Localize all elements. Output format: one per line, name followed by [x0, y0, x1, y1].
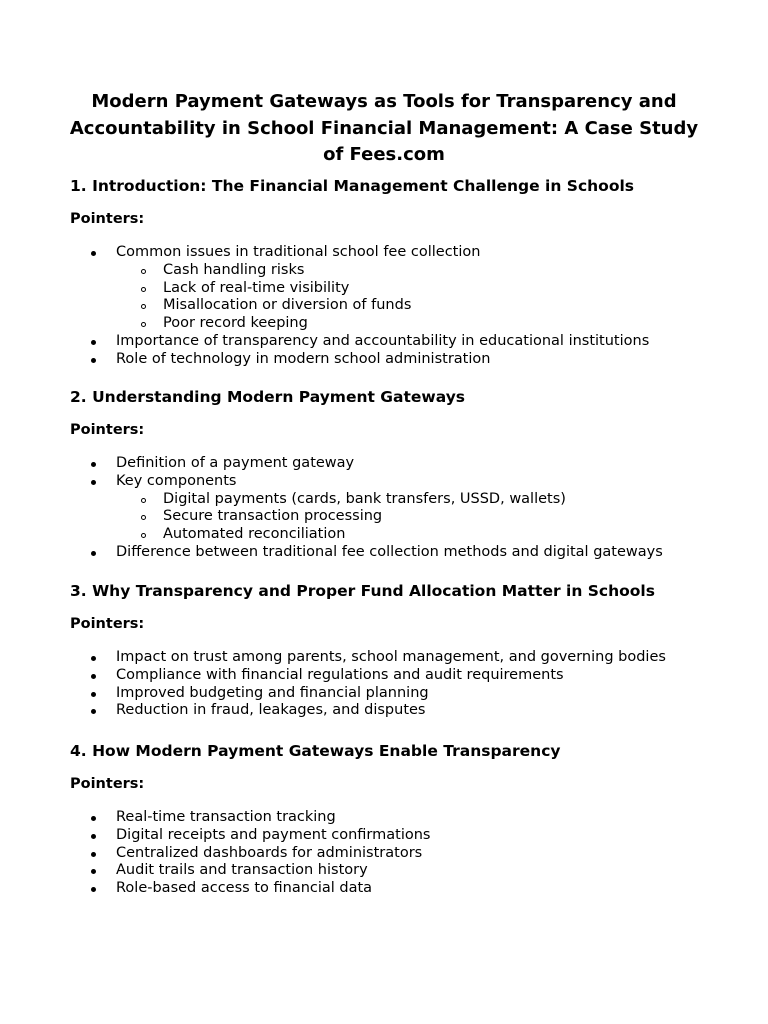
- hollow-bullet-icon: [141, 515, 146, 520]
- list-item-text: Improved budgeting and financial planning: [116, 684, 429, 701]
- bullet-icon: [91, 834, 96, 839]
- list-item-text: Digital receipts and payment confirmations: [116, 826, 431, 843]
- list-item: [70, 862, 750, 880]
- bullet-icon: [91, 887, 96, 892]
- list-item: [70, 473, 750, 544]
- list-item-text: Audit trails and transaction history: [116, 862, 368, 879]
- list-item: [70, 244, 750, 333]
- list-item: [70, 827, 750, 845]
- sub-list-item-text: Cash handling risks: [163, 261, 305, 278]
- bullet-list: [70, 455, 750, 562]
- list-item: [70, 667, 750, 685]
- sub-list-item-text: Misallocation or diversion of funds: [163, 297, 412, 314]
- hollow-bullet-icon: [141, 498, 146, 503]
- sub-list-item: [116, 526, 750, 544]
- hollow-bullet-icon: [141, 287, 146, 292]
- hollow-bullet-icon: [141, 533, 146, 538]
- sub-list-item-text: Digital payments (cards, bank transfers, USSD, wallets): [163, 490, 566, 507]
- list-item-text: Difference between traditional fee collection methods and digital gateways: [116, 543, 663, 560]
- sub-list-item: [116, 280, 750, 298]
- section-heading: 1. Introduction: The Financial Management Challenge in Schools: [70, 177, 635, 195]
- sub-bullet-list: [116, 262, 750, 333]
- section-transparency-importance: [70, 581, 750, 720]
- list-item: [70, 880, 750, 898]
- hollow-bullet-icon: [141, 304, 146, 309]
- bullet-icon: [91, 358, 96, 363]
- hollow-bullet-icon: [141, 269, 146, 274]
- bullet-list: [70, 809, 750, 898]
- list-item-text: Key components: [116, 472, 237, 489]
- list-item: [70, 685, 750, 703]
- sub-list-item: [116, 508, 750, 526]
- section-heading: 3. Why Transparency and Proper Fund Allocation Matter in Schools: [70, 582, 655, 600]
- pointers-label: Pointers:: [70, 616, 145, 632]
- bullet-icon: [91, 869, 96, 874]
- sub-list-item: [116, 297, 750, 315]
- bullet-icon: [91, 852, 96, 857]
- bullet-icon: [91, 462, 96, 467]
- list-item: [70, 455, 750, 473]
- list-item: [70, 702, 750, 720]
- sub-list-item: [116, 491, 750, 509]
- sub-bullet-list: [116, 491, 750, 544]
- pointers-label: Pointers:: [70, 211, 145, 227]
- list-item-text: Role-based access to financial data: [116, 880, 373, 897]
- bullet-icon: [91, 551, 96, 556]
- list-item-text: Role of technology in modern school administration: [116, 350, 491, 367]
- pointers-label: Pointers:: [70, 776, 145, 792]
- list-item-text: Definition of a payment gateway: [116, 455, 355, 471]
- list-item-text: Importance of transparency and accountability in educational institutions: [116, 332, 650, 349]
- sub-list-item-text: Automated reconciliation: [163, 526, 346, 543]
- bullet-list: [70, 649, 750, 720]
- bullet-list: [70, 244, 750, 369]
- bullet-icon: [91, 816, 96, 821]
- list-item-text: Centralized dashboards for administrators: [116, 844, 423, 861]
- section-heading: 4. How Modern Payment Gateways Enable Transparency: [70, 742, 561, 760]
- list-item: [70, 845, 750, 863]
- bullet-icon: [91, 709, 96, 714]
- list-item-text: Reduction in fraud, leakages, and disputes: [116, 702, 426, 719]
- section-introduction: [70, 176, 750, 369]
- section-enable-transparency: [70, 741, 750, 898]
- bullet-icon: [91, 340, 96, 345]
- sub-list-item: [116, 262, 750, 280]
- bullet-icon: [91, 692, 96, 697]
- sub-list-item-text: Secure transaction processing: [163, 508, 383, 525]
- sub-list-item-text: Lack of real-time visibility: [163, 279, 350, 296]
- list-item: [70, 649, 750, 667]
- list-item: [70, 351, 750, 369]
- bullet-icon: [91, 656, 96, 661]
- section-payment-gateways: [70, 387, 750, 562]
- hollow-bullet-icon: [141, 322, 146, 327]
- bullet-icon: [91, 674, 96, 679]
- sub-list-item: [116, 315, 750, 333]
- list-item-text: Impact on trust among parents, school management, and governing bodies: [116, 649, 666, 665]
- pointers-label: Pointers:: [70, 422, 145, 438]
- bullet-icon: [91, 480, 96, 485]
- list-item-text: Common issues in traditional school fee collection: [116, 244, 481, 260]
- list-item-text: Real-time transaction tracking: [116, 809, 336, 825]
- list-item: [70, 809, 750, 827]
- bullet-icon: [91, 251, 96, 256]
- list-item: [70, 333, 750, 351]
- list-item-text: Compliance with financial regulations and audit requirements: [116, 666, 564, 683]
- section-heading: 2. Understanding Modern Payment Gateways: [70, 388, 466, 406]
- list-item: [70, 544, 750, 562]
- sub-list-item-text: Poor record keeping: [163, 315, 308, 332]
- document-title: Modern Payment Gateways as Tools for Transparency and Accountability in School Financial Management: A Case Study of Fees.com: [69, 91, 699, 165]
